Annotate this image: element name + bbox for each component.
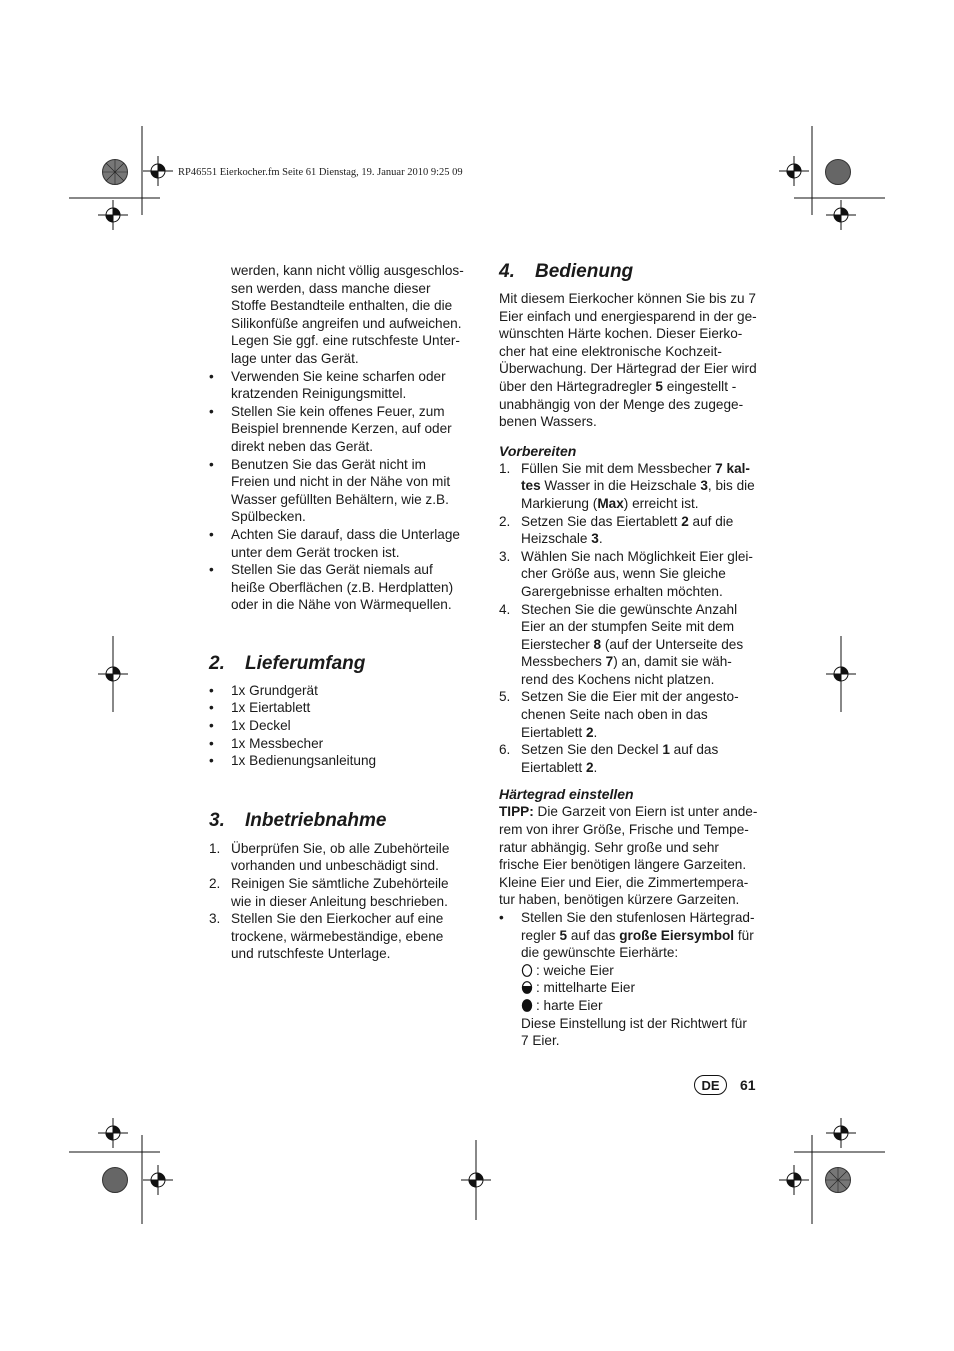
medium-egg-icon [521, 980, 533, 994]
list-item: 6. Setzen Sie den Deckel 1 auf das Eiertablett 2. [499, 742, 719, 775]
delivery-list [209, 682, 467, 770]
hardness-bullet-list [499, 909, 767, 1050]
list-item: 3. Stellen Sie den Eierkocher auf eine trockene, wärmebeständige, ebene und rutschfeste Unterlage. [209, 911, 444, 962]
hard-egg-icon [521, 998, 533, 1012]
list-item: 1. Überprüfen Sie, ob alle Zubehörteile vorhanden und unbeschädigt sind. [209, 840, 450, 874]
page-number: 61 [740, 1077, 756, 1093]
section-heading-lieferumfang: 2. Lieferumfang [209, 652, 366, 674]
section-heading-inbetriebnahme: 3. Inbetriebnahme [209, 809, 387, 831]
preparation-steps-list [499, 460, 767, 777]
soft-egg-row: : weiche Eier [521, 962, 767, 980]
right-column [499, 262, 767, 1050]
text-line: Legen Sie ggf. eine rutschfeste Unter- [231, 333, 460, 349]
text-line: Stoffe Bestandteile enthalten, die die [231, 298, 453, 314]
list-item: • 1x Eiertablett [209, 699, 467, 717]
list-item: • Benutzen Sie das Gerät nicht im Freien und nicht in der Nähe von mit Wasser gefüllten Behältern, wie z.B. Spülbecken. [209, 456, 467, 526]
list-item: 1. Füllen Sie mit dem Messbecher 7 kal- tes Wasser in die Heizschale 3, bis die Markierung (Max) erreicht ist. [499, 460, 755, 511]
list-item: 5. Setzen Sie die Eier mit der angesto- chenen Seite nach oben in das Eiertablett 2. [499, 689, 739, 740]
list-item: • 1x Messbecher [209, 735, 467, 753]
list-item: • Verwenden Sie keine scharfen oder kratzenden Reinigungsmittel. [209, 368, 467, 403]
subheading-vorbereiten: Vorbereiten [499, 442, 577, 459]
text-line: lage unter das Gerät. [231, 350, 359, 366]
list-item: 2. Setzen Sie das Eiertablett 2 auf die Heizschale 3. [499, 513, 734, 547]
tip-paragraph: TIPP: Die Garzeit von Eiern ist unter ande- rem von ihrer Größe, Frische und Tempe- ratur abhängig. Sehr große und sehr frische Eier benötigen längere Garzeiten. Kleine Eier und Eier, die Zimmertempera- tur haben, benötigen kürzere Garzeiten. [499, 804, 758, 908]
language-badge: DE [694, 1075, 727, 1095]
list-item: • 1x Grundgerät [209, 682, 467, 700]
page-footer [694, 1075, 756, 1095]
list-item: 4. Stechen Sie die gewünschte Anzahl Eier an der stumpfen Seite mit dem Eierstecher 8 (auf der Unterseite des Messbechers 7) an, damit sie wäh- rend des Kochens nicht platzen. [499, 601, 744, 687]
list-item: • Stellen Sie kein offenes Feuer, zum Beispiel brennende Kerzen, auf oder direkt neben das Gerät. [209, 403, 467, 456]
setup-steps-list [209, 840, 467, 963]
file-header-line: RP46551 Eierkocher.fm Seite 61 Dienstag, 19. Januar 2010 9:25 09 [178, 167, 463, 178]
section-heading-bedienung: 4. Bedienung [499, 261, 634, 282]
safety-bullet-list [209, 368, 467, 614]
left-column [209, 262, 467, 963]
intro-paragraph: Mit diesem Eierkocher können Sie bis zu 7 Eier einfach und energiesparend in der ge- wünschten Härte kochen. Dieser Eierko- cher hat eine elektronische Kochzeit- Überwachung. Der Härtegrad der Eier wird über den Härtegradregler 5 eingestellt - unabhängig von der Menge des zugege- benen Wassers. [499, 291, 757, 430]
list-item: • 1x Bedienungsanleitung [209, 752, 467, 770]
list-item: • 1x Deckel [209, 717, 467, 735]
list-item: 2. Reinigen Sie sämtliche Zubehörteile wie in dieser Anleitung beschrieben. [209, 876, 449, 909]
continued-paragraph [209, 262, 467, 368]
text-line: Silikonfüße angreifen und aufweichen. [231, 315, 462, 331]
soft-egg-icon [521, 963, 533, 977]
text-line: werden, kann nicht völlig ausgeschlos- [231, 263, 464, 278]
list-item: • Achten Sie darauf, dass die Unterlage unter dem Gerät trocken ist. [209, 526, 467, 561]
medium-egg-row: : mittelharte Eier [521, 979, 767, 997]
hard-egg-row: : harte Eier [521, 997, 767, 1015]
subheading-haertegrad: Härtegrad einstellen [499, 786, 634, 803]
list-item: • Stellen Sie das Gerät niemals auf heiße Oberflächen (z.B. Herdplatten) oder in die Nähe von Wärmequellen. [209, 561, 467, 614]
list-item: 3. Wählen Sie nach Möglichkeit Eier glei- cher Größe aus, wenn Sie gleiche Garergebnisse erhalten möchten. [499, 548, 753, 599]
list-item: • Stellen Sie den stufenlosen Härtegrad- regler 5 auf das große Eiersymbol für die gewünschte Eierhärte: : weiche Eier : mittelharte Eier : harte Eier Diese Einstellung ist der Richtwert für 7 Eier. [499, 909, 767, 1050]
text-line: sen werden, dass manche dieser [231, 280, 431, 296]
